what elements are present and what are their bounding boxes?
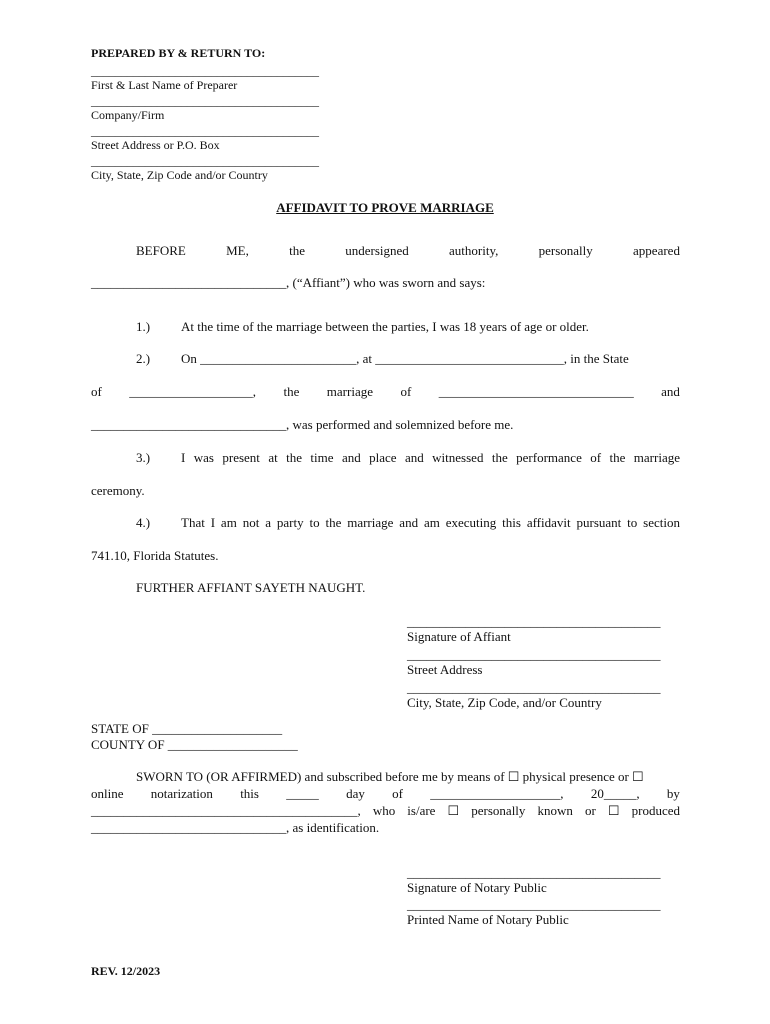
jurat-word: day bbox=[346, 786, 365, 801]
item-3-line-1: I was present at the time and place and witnessed the performance of the marriage bbox=[181, 450, 680, 465]
item-2-blank[interactable]: ______________________________ bbox=[438, 384, 634, 399]
item-2-line-1[interactable] bbox=[181, 351, 680, 367]
jurat-day-blank[interactable]: _____ bbox=[286, 786, 319, 801]
item-2-word: marriage bbox=[326, 384, 373, 399]
intro-line bbox=[136, 243, 680, 259]
item-4-number: 4.) bbox=[136, 515, 151, 530]
jurat-word: is/are bbox=[407, 803, 436, 818]
city-state-line[interactable]: ______________________________________ bbox=[91, 154, 319, 168]
jurat-word: personally bbox=[471, 803, 526, 818]
further-affiant-text: FURTHER AFFIANT SAYETH NAUGHT. bbox=[136, 580, 366, 595]
document-title: AFFIDAVIT TO PROVE MARRIAGE bbox=[276, 200, 494, 215]
item-1-text: At the time of the marriage between the parties, I was 18 years of age or older. bbox=[181, 319, 589, 334]
affiant-name-line[interactable]: ______________________________, (“Affiant”) who was sworn and says: bbox=[91, 275, 486, 290]
notary-printed-name-label: Printed Name of Notary Public bbox=[407, 912, 569, 927]
company-line[interactable]: ______________________________________ bbox=[91, 94, 319, 108]
item-1-number: 1.) bbox=[136, 319, 151, 334]
jurat-month-blank[interactable]: ____________________, bbox=[430, 786, 564, 801]
item-2-word: of bbox=[91, 384, 102, 399]
affiant-city-line[interactable]: _______________________________________ bbox=[407, 680, 661, 695]
personally-known-checkbox[interactable]: ☐ bbox=[447, 803, 460, 818]
jurat-word: who bbox=[372, 803, 396, 818]
item-2-line-3[interactable]: ______________________________, was performed and solemnized before me. bbox=[91, 417, 514, 432]
jurat-word: this bbox=[240, 786, 259, 801]
affiant-signature-label: Signature of Affiant bbox=[407, 629, 511, 644]
affiant-city-label: City, State, Zip Code, and/or Country bbox=[407, 695, 602, 710]
affiant-street-line[interactable]: _______________________________________ bbox=[407, 647, 661, 662]
intro-word: ME, bbox=[226, 243, 249, 258]
preparer-name-line[interactable]: ______________________________________ bbox=[91, 64, 319, 78]
revision-footer: REV. 12/2023 bbox=[91, 964, 161, 978]
jurat-word: known bbox=[537, 803, 573, 818]
jurat-word: notarization bbox=[150, 786, 213, 801]
county-of-field[interactable]: COUNTY OF ____________________ bbox=[91, 737, 298, 752]
item-2-word: of bbox=[400, 384, 412, 399]
item-2-line-2[interactable] bbox=[91, 384, 680, 400]
street-address-line[interactable]: ______________________________________ bbox=[91, 124, 319, 138]
jurat-year-blank[interactable]: 20_____, bbox=[590, 786, 640, 801]
item-3-line-2: ceremony. bbox=[91, 483, 145, 498]
jurat-line-3[interactable] bbox=[91, 803, 680, 819]
item-3-number: 3.) bbox=[136, 450, 151, 465]
item-2-number: 2.) bbox=[136, 351, 151, 366]
intro-word: BEFORE bbox=[136, 243, 186, 258]
company-label: Company/Firm bbox=[91, 108, 165, 122]
city-state-label: City, State, Zip Code and/or Country bbox=[91, 168, 268, 182]
item-2-word: and bbox=[661, 384, 680, 399]
notary-signature-label: Signature of Notary Public bbox=[407, 880, 547, 895]
item-2-line-1-text: On ________________________, at _____________________________, in the State bbox=[181, 351, 629, 366]
item-4-line-1: That I am not a party to the marriage and am executing this affidavit pursuant to section bbox=[181, 515, 680, 530]
prepared-by-heading: PREPARED BY & RETURN TO: bbox=[91, 46, 266, 60]
jurat-name-blank[interactable]: _________________________________________, bbox=[91, 803, 361, 818]
intro-word: the bbox=[289, 243, 305, 258]
notary-printed-name-line[interactable]: _______________________________________ bbox=[407, 897, 661, 912]
intro-word: appeared bbox=[633, 243, 680, 258]
affiant-street-label: Street Address bbox=[407, 662, 483, 677]
item-2-word: the bbox=[283, 384, 300, 399]
street-address-label: Street Address or P.O. Box bbox=[91, 138, 220, 152]
notary-signature-line[interactable]: _______________________________________ bbox=[407, 865, 661, 880]
intro-word: personally bbox=[538, 243, 593, 258]
state-of-field[interactable]: STATE OF ____________________ bbox=[91, 721, 283, 736]
jurat-word: or bbox=[584, 803, 596, 818]
item-4-line-2: 741.10, Florida Statutes. bbox=[91, 548, 219, 563]
jurat-line-1[interactable]: SWORN TO (OR AFFIRMED) and subscribed before me by means of ☐ physical presence or ☐ bbox=[136, 769, 644, 784]
jurat-word: by bbox=[666, 786, 680, 801]
affiant-signature-line[interactable]: _______________________________________ bbox=[407, 614, 661, 629]
jurat-word: online bbox=[91, 786, 124, 801]
jurat-word: of bbox=[392, 786, 403, 801]
jurat-line-4[interactable]: ______________________________, as identification. bbox=[91, 820, 380, 835]
jurat-line-2[interactable] bbox=[91, 786, 680, 802]
preparer-name-label: First & Last Name of Preparer bbox=[91, 78, 238, 92]
produced-id-checkbox[interactable]: ☐ bbox=[607, 803, 620, 818]
item-2-blank[interactable]: ___________________, bbox=[129, 384, 257, 399]
intro-word: undersigned bbox=[345, 243, 409, 258]
jurat-word: produced bbox=[631, 803, 680, 818]
intro-word: authority, bbox=[449, 243, 499, 258]
